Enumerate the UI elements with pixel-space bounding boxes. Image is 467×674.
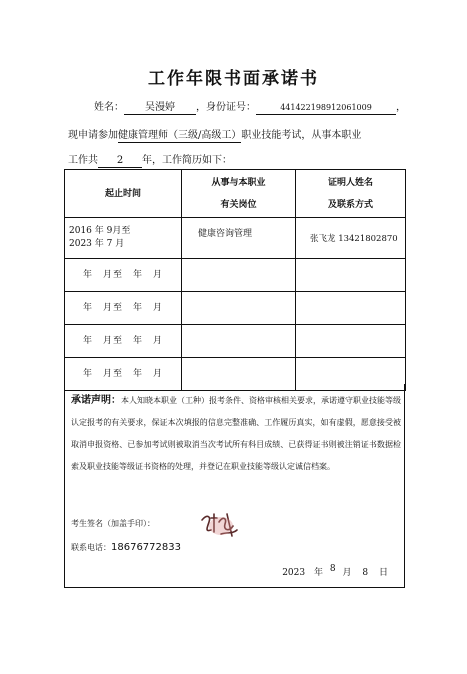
table-row <box>65 325 406 358</box>
position-cell <box>182 292 296 325</box>
witness-cell <box>296 325 406 358</box>
date-month-unit: 月 <box>342 568 352 578</box>
header-position-line2: 有关岗位 <box>220 199 257 210</box>
position-cell <box>182 259 296 292</box>
date-month: 8 <box>329 564 336 574</box>
period-line2: 2023 年 7 月 <box>69 239 125 249</box>
line3-suffix: 年，工作简历如下： <box>142 155 232 166</box>
table-row <box>65 259 406 292</box>
header-witness-line1: 证明人姓名 <box>327 177 373 188</box>
name-label: 姓名： <box>94 102 124 113</box>
date-day: 8 <box>362 568 369 578</box>
phone-value: 18676772833 <box>111 542 181 553</box>
period-cell: 年 月至 年 月 <box>65 259 182 292</box>
position-cell: 健康咨询管理 <box>182 218 296 259</box>
table-header-row <box>65 170 406 218</box>
years-line <box>68 151 232 168</box>
signing-date <box>282 564 388 578</box>
period-line1: 2016 年 9月至 <box>69 226 131 236</box>
table-row <box>65 218 406 259</box>
occupation-line <box>68 126 361 143</box>
handwritten-signature <box>199 510 239 540</box>
header-witness-line2: 及联系方式 <box>327 199 373 210</box>
years-value: 2 <box>98 155 142 168</box>
witness-cell: 张飞龙 13421802870 <box>296 218 406 259</box>
declaration-text: 本人知晓本职业（工种）报考条件、资格审核相关要求，承诺遵守职业技能等级认定报考的有关要求，保证本次填报的信息完整准确、工作履历真实，如有虚假，愿意接受被取消申报资格、已参加考试则被取消当次考试所有科目成绩、已获得证书则被注销证书数据检索及职业技能等级证书资格的处理，并登记在职业技能等级认定诚信档案。 <box>71 396 401 471</box>
line2-prefix: 现申请参加 <box>68 130 118 141</box>
header-position-line1: 从事与本职业 <box>211 177 266 188</box>
phone-line <box>71 542 181 553</box>
signature-label: 考生签名（加盖手印）： <box>71 519 155 528</box>
period-cell: 年 月至 年 月 <box>65 292 182 325</box>
table-row <box>65 292 406 325</box>
work-history-table <box>64 169 406 391</box>
witness-cell <box>296 259 406 292</box>
period-cell: 年 月至 年 月 <box>65 358 182 391</box>
declaration-box <box>64 384 405 588</box>
line3-prefix: 工作共 <box>68 155 98 166</box>
header-period: 起止时间 <box>65 170 182 218</box>
name-id-line <box>94 98 406 115</box>
occupation-value: 健康管理师（三级/高级工） <box>118 130 242 141</box>
header-witness <box>296 170 406 218</box>
position-cell <box>182 325 296 358</box>
name-value: 吴漫婷 <box>124 102 196 115</box>
period-cell <box>65 218 182 259</box>
document-title: 工作年限书面承诺书 <box>148 69 319 89</box>
date-year: 2023 <box>282 568 306 578</box>
witness-cell <box>296 292 406 325</box>
id-label: ，身份证号： <box>196 102 256 113</box>
date-year-unit: 年 <box>313 568 323 578</box>
date-day-unit: 日 <box>378 568 388 578</box>
line2-suffix: 职业技能考试，从事本职业 <box>241 130 362 141</box>
header-position <box>182 170 296 218</box>
declaration-heading: 承诺声明： <box>71 395 121 406</box>
declaration-paragraph <box>71 390 401 478</box>
phone-label: 联系电话： <box>71 543 111 552</box>
id-number-value: 441422198912061009 <box>256 102 396 115</box>
id-suffix: ， <box>396 102 406 113</box>
period-cell: 年 月至 年 月 <box>65 325 182 358</box>
